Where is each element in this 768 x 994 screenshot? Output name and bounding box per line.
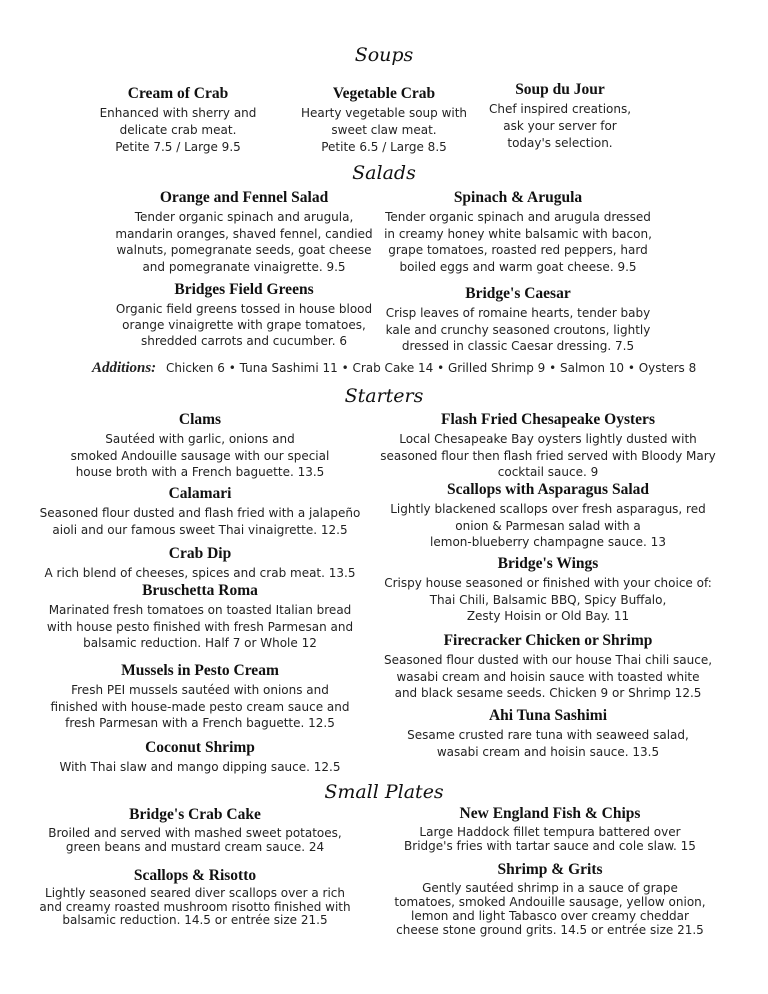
menu-item-description-line: Bridge's fries with tartar sauce and cole slaw. 15: [404, 839, 696, 853]
menu-item-description-line: Fresh PEI mussels sautéed with onions and: [71, 683, 329, 697]
menu-item-description-line: A rich blend of cheeses, spices and crab meat. 13.5: [44, 566, 356, 580]
menu-item-description-line: sweet claw meat.: [331, 123, 437, 137]
menu-item-title: Calamari: [168, 485, 232, 502]
menu-item-description-line: Petite 7.5 / Large 9.5: [115, 140, 241, 154]
menu-item-description-line: With Thai slaw and mango dipping sauce. 12.5: [59, 760, 341, 774]
additions-list: Chicken 6 • Tuna Sashimi 11 • Crab Cake 14 • Grilled Shrimp 9 • Salmon 10 • Oysters 8: [166, 361, 697, 375]
small-plates-heading: Small Plates: [324, 781, 444, 803]
menu-item-description-line: Enhanced with sherry and: [99, 106, 257, 120]
menu-item-description-line: and creamy roasted mushroom risotto finished with: [39, 899, 351, 914]
menu-item-description-line: lemon-blueberry champagne sauce. 13: [430, 535, 666, 549]
menu-item-title: Mussels in Pesto Cream: [121, 662, 279, 679]
menu-item-firecracker-chicken-or-shrimp: [338, 631, 758, 702]
menu-item-description-line: balsamic reduction. 14.5 or entrée size 21.5: [62, 913, 328, 927]
menu-item-description-line: orange vinaigrette with grape tomatoes,: [122, 318, 366, 332]
additions-label: Additions:: [92, 360, 157, 376]
menu-item-description-line: finished with house-made pesto cream sauce and: [50, 699, 350, 714]
menu-item-title: Soup du Jour: [515, 81, 605, 98]
menu-item-description-line: onion & Parmesan salad with a: [455, 518, 641, 533]
menu-item-description-line: Crispy house seasoned or finished with your choice of:: [384, 576, 712, 590]
menu-item-description-line: Chef inspired creations,: [488, 102, 632, 116]
menu-item-title: Coconut Shrimp: [145, 739, 255, 756]
menu-item-scallops-with-asparagus-salad: [338, 480, 758, 551]
menu-item-new-england-fish-chips: [340, 804, 760, 853]
menu-item-description-line: wasabi cream and hoisin sauce. 13.5: [436, 744, 660, 759]
menu-item-description-line: fresh Parmesan with a French baguette. 12.5: [65, 716, 335, 730]
menu-item-description-line: walnuts, pomegranate seeds, goat cheese: [116, 243, 372, 257]
menu-item-description-line: Sautéed with garlic, onions and: [105, 432, 295, 446]
menu-item-description-line: dressed in classic Caesar dressing. 7.5: [401, 339, 635, 353]
menu-item-description-line: and black sesame seeds. Chicken 9 or Shrimp 12.5: [394, 686, 702, 700]
soups-heading: Soups: [354, 44, 414, 66]
menu-item-description-line: Petite 6.5 / Large 8.5: [321, 140, 447, 154]
menu-item-spinach-arugula: [308, 188, 728, 275]
menu-item-description-line: Lightly seasoned seared diver scallops over a rich: [45, 886, 345, 900]
menu-item-ahi-tuna-sashimi: [338, 706, 758, 760]
menu-item-description-line: Tender organic spinach and arugula,: [134, 210, 354, 224]
menu-item-description-line: smoked Andouille sausage with our special: [70, 448, 330, 463]
menu-item-description-line: Large Haddock fillet tempura battered over: [419, 825, 681, 839]
menu-item-description-line: balsamic reduction. Half 7 or Whole 12: [83, 636, 317, 650]
menu-item-title: Scallops & Risotto: [133, 867, 257, 884]
menu-item-flash-fried-chesapeake-oysters: [338, 410, 758, 481]
menu-item-description-line: Crisp leaves of romaine hearts, tender baby: [385, 306, 651, 320]
menu-item-title: Cream of Crab: [127, 85, 229, 102]
menu-item-title: Shrimp & Grits: [497, 861, 603, 878]
menu-item-title: Bridge's Caesar: [465, 285, 571, 302]
menu-item-description-line: Broiled and served with mashed sweet potatoes,: [48, 826, 342, 840]
menu-item-description-line: Marinated fresh tomatoes on toasted Italian bread: [48, 603, 352, 617]
menu-item-description-line: today's selection.: [507, 136, 613, 150]
menu-item-title: Bridge's Crab Cake: [129, 806, 261, 823]
menu-item-title: Flash Fried Chesapeake Oysters: [441, 411, 655, 428]
menu-item-description-line: with house pesto finished with fresh Parmesan and: [46, 619, 354, 634]
starters-heading: Starters: [344, 385, 424, 407]
menu-item-description-line: cheese stone ground grits. 14.5 or entrée size 21.5: [396, 923, 704, 937]
menu-item-description-line: mandarin oranges, shaved fennel, candied: [115, 226, 373, 241]
menu-item-description-line: green beans and mustard cream sauce. 24: [65, 840, 325, 854]
menu-item-title: Orange and Fennel Salad: [159, 189, 329, 206]
menu-item-description-line: wasabi cream and hoisin sauce with toasted white: [396, 669, 700, 684]
menu-item-title: Clams: [178, 411, 222, 428]
menu-item-description-line: aioli and our famous sweet Thai vinaigrette. 12.5: [52, 522, 348, 537]
menu-item-description-line: Local Chesapeake Bay oysters lightly dusted with: [399, 432, 697, 446]
menu-item-description-line: Zesty Hoisin or Old Bay. 11: [466, 609, 630, 623]
menu-item-shrimp-grits: [340, 860, 760, 937]
menu-item-description-line: Gently sautéed shrimp in a sauce of grape: [422, 881, 678, 895]
menu-item-description-line: Tender organic spinach and arugula dressed: [385, 210, 651, 224]
menu-item-description-line: kale and crunchy seasoned croutons, lightly: [385, 322, 651, 337]
menu-item-soup-du-jour: [350, 80, 768, 152]
menu-item-bridge-s-caesar: [308, 284, 728, 355]
menu-item-title: Crab Dip: [168, 545, 232, 562]
menu-item-description-line: Hearty vegetable soup with: [300, 106, 468, 120]
menu-item-description-line: Sesame crusted rare tuna with seaweed salad,: [407, 728, 689, 742]
menu-item-description-line: Lightly blackened scallops over fresh asparagus, red: [390, 502, 706, 516]
salad-additions: [92, 360, 696, 377]
menu-item-description-line: delicate crab meat.: [119, 123, 237, 137]
menu-item-description-line: house broth with a French baguette. 13.5: [75, 465, 325, 479]
menu-item-description-line: lemon and light Tabasco over creamy cheddar: [411, 909, 689, 923]
menu-item-description-line: grape tomatoes, roasted red peppers, hard: [388, 243, 648, 257]
menu-item-bridge-s-wings: [338, 554, 758, 625]
menu-item-title: New England Fish & Chips: [459, 805, 641, 822]
menu-item-description-line: boiled eggs and warm goat cheese. 9.5: [399, 259, 637, 274]
menu-item-description-line: shredded carrots and cucumber. 6: [141, 334, 347, 348]
menu-item-description-line: seasoned flour then flash fried served with Bloody Mary: [380, 448, 716, 463]
menu-item-title: Bridges Field Greens: [174, 281, 314, 298]
menu-item-title: Bruschetta Roma: [142, 582, 258, 599]
menu-item-description-line: Seasoned flour dusted and flash fried with a jalapeño: [39, 506, 361, 520]
menu-item-title: Ahi Tuna Sashimi: [488, 707, 608, 724]
menu-item-title: Firecracker Chicken or Shrimp: [443, 632, 653, 649]
menu-item-title: Scallops with Asparagus Salad: [447, 481, 649, 498]
menu-item-title: Vegetable Crab: [332, 85, 436, 102]
menu-item-description-line: and pomegranate vinaigrette. 9.5: [142, 259, 346, 274]
menu-item-title: Spinach & Arugula: [453, 189, 583, 206]
menu-item-description-line: Seasoned flour dusted with our house Thai chili sauce,: [383, 653, 713, 667]
menu-item-description-line: tomatoes, smoked Andouille sausage, yellow onion,: [394, 895, 706, 909]
menu-item-description-line: in creamy honey white balsamic with bacon,: [384, 226, 652, 241]
salads-heading: Salads: [352, 162, 416, 184]
menu-item-title: Bridge's Wings: [497, 555, 599, 572]
menu-item-description-line: Organic field greens tossed in house blood: [115, 302, 373, 316]
menu-item-description-line: ask your server for: [503, 119, 617, 133]
menu-item-description-line: Thai Chili, Balsamic BBQ, Spicy Buffalo,: [429, 592, 667, 607]
menu-item-description-line: cocktail sauce. 9: [497, 465, 599, 479]
